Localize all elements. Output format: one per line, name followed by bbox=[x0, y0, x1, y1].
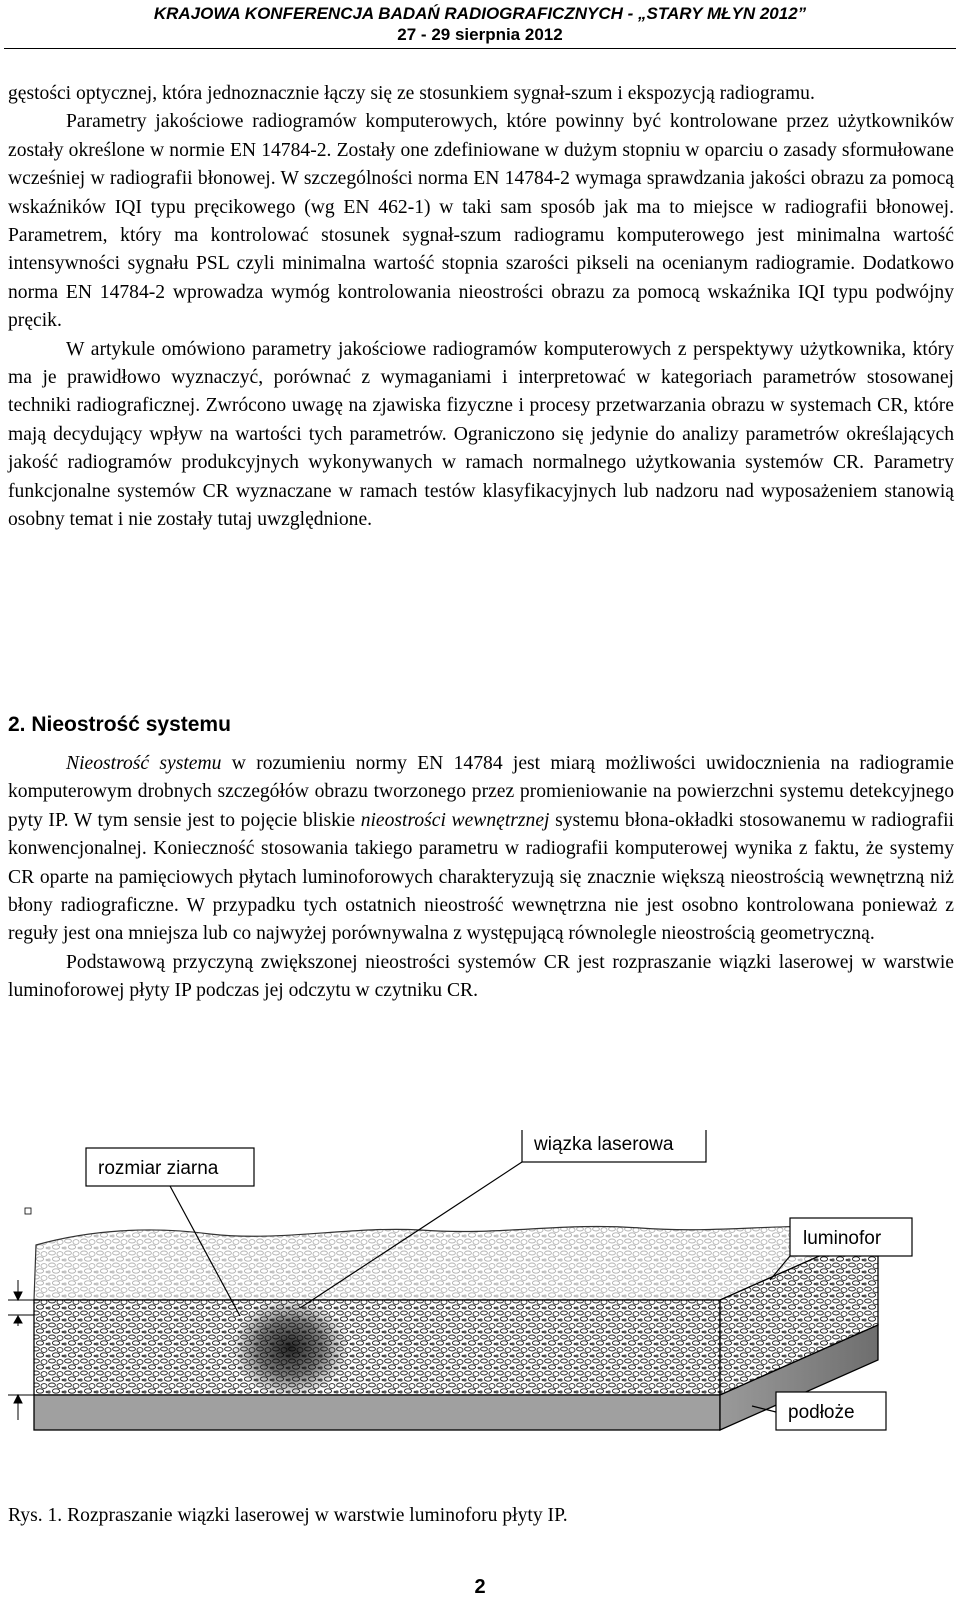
laser-scatter-spot bbox=[232, 1298, 348, 1398]
intro-paragraph-2: Parametry jakościowe radiogramów komputerowych, które powinny być kontrolowane przez użytkowników zostały określone w normie EN 14784-2. Zostały one zdefiniowane w dużym stopniu w oparciu o zasady sformułowane wcześniej w radiografii błonowej. W szczególności norma EN 14784-2 wymaga sprawdzania jakości obrazu za pomocą wskaźników IQI typu pręcikowego (wg EN 462-1) w taki sam sposób jak ma to miejsce w radiografii błonowej. Parametrem, który ma kontrolować stosunek sygnał-szum radiogramu komputerowego jest minimalna wartość intensywności sygnału PSL czyli minimalna wartość stopnia szarości pikseli na ocenianym radiogramie. Dodatkowo norma EN 14784-2 wprowadza wymóg kontrolowania nieostrości obrazu za pomocą wskaźnika IQI typu podwójny pręcik. bbox=[8, 111, 954, 332]
label-phosphor-text: luminofor bbox=[803, 1228, 882, 1249]
substrate-front-face bbox=[34, 1395, 720, 1430]
phosphor-front-face bbox=[34, 1300, 720, 1395]
label-grain-size-text: rozmiar ziarna bbox=[98, 1158, 219, 1179]
section-paragraph-1-part-b: systemu błona-okładki stosowanemu w radiografii konwencjonalnej. Konieczność stosowania takiego parametru w radiografii komputerowej wynika z faktu, że systemy CR oparte na pamięciowych płytach luminoforowych charakteryzują się znacznie większą nieostrością wewnętrzną niż błony radiograficzne. W przypadku tych ostatnich nieostrość wewnętrzna nie jest osobno kontrolowana ponieważ z reguły jest ona mniejsza lub co najwyżej porównywalna z występującą równolegle nieostrością geometryczną. bbox=[8, 809, 954, 945]
term-system-unsharpness: Nieostrość systemu bbox=[66, 753, 222, 774]
page-number: 2 bbox=[474, 1576, 486, 1598]
intro-paragraph-1: gęstości optycznej, która jednoznacznie łączy się ze stosunkiem sygnał-szum i ekspozycją radiogramu. bbox=[8, 83, 815, 104]
thickness-dimension bbox=[8, 1208, 34, 1420]
section-title: 2. Nieostrość systemu bbox=[8, 713, 231, 736]
label-laser-beam-text: wiązka laserowa bbox=[534, 1134, 674, 1155]
label-substrate-text: podłoże bbox=[788, 1402, 855, 1423]
section-paragraph-1-part-a: w rozumieniu normy EN 14784 jest miarą możliwości uwidocznienia na radiogramie komputerowym drobnych szczegółów obrazu tworzonego przez promieniowanie na powierzchni systemu detekcyjnego pyty IP. W tym sensie jest to pojęcie bliskie bbox=[8, 753, 954, 831]
figure-caption: Rys. 1. Rozpraszanie wiązki laserowej w warstwie luminoforu płyty IP. bbox=[8, 1505, 568, 1526]
intro-text bbox=[8, 80, 954, 535]
section-text bbox=[8, 750, 954, 1006]
section-paragraph-2: Podstawową przyczyną zwiększonej nieostrości systemów CR jest rozpraszanie wiązki laserowej w warstwie luminoforowej płyty IP podczas jej odczytu w czytniku CR. bbox=[8, 951, 954, 1002]
intro-paragraph-3: W artykule omówiono parametry jakościowe radiogramów komputerowych z perspektywy użytkownika, który ma je prawidłowo wyznaczyć, porównać z wymaganiami i interpretować w kategoriach parametrów stosowanej techniki radiograficznej. Zwrócono uwagę na zjawiska fizyczne i procesy przetwarzania obrazu w systemach CR, które mają decydujący wpływ na wartości tych parametrów. Ograniczono się jedynie do analizy parametrów określających jakość radiogramów produkcyjnych wykonywanych w ramach normalnego użytkowania systemów CR. Parametry funkcjonalne systemów CR wyznaczane w ramach testów klasyfikacyjnych lub nadzoru nad wyposażeniem stanowią osobny temat i nie zostały tutaj uwzględnione. bbox=[8, 338, 954, 531]
header-rule bbox=[4, 48, 956, 49]
term-inherent-unsharpness: nieostrości wewnętrznej bbox=[360, 809, 550, 831]
figure-laser-scattering bbox=[0, 1130, 960, 1500]
conference-dates: 27 - 29 sierpnia 2012 bbox=[397, 25, 563, 44]
conference-header: KRAJOWA KONFERENCJA BADAŃ RADIOGRAFICZNYCH - „STARY MŁYN 2012” bbox=[153, 4, 807, 23]
figure-drawing bbox=[0, 1130, 960, 1500]
section-paragraph-1 bbox=[8, 750, 954, 949]
